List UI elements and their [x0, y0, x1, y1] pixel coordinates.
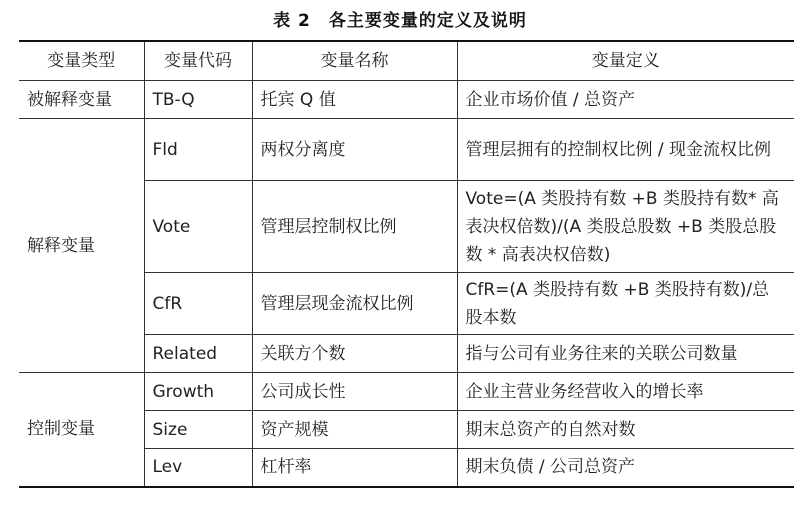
- header-variable-code: 变量代码: [144, 41, 252, 81]
- variable-name-cell: 两权分离度: [252, 119, 457, 181]
- variable-definition-cell: 指与公司有业务往来的关联公司数量: [457, 335, 794, 373]
- header-variable-definition: 变量定义: [457, 41, 794, 81]
- variable-code-cell: Lev: [144, 449, 252, 487]
- variable-name-cell: 管理层现金流权比例: [252, 273, 457, 335]
- variable-definition-cell: 期末负债 / 公司总资产: [457, 449, 794, 487]
- variable-definition-cell: 管理层拥有的控制权比例 / 现金流权比例: [457, 119, 794, 181]
- variable-code-cell: Size: [144, 411, 252, 449]
- table-row: [19, 373, 794, 411]
- variable-code-cell: Vote: [144, 181, 252, 273]
- variable-name-cell: 托宾 Q 值: [252, 81, 457, 119]
- table-header-row: [19, 41, 794, 81]
- variable-code-cell: CfR: [144, 273, 252, 335]
- variable-name-cell: 公司成长性: [252, 373, 457, 411]
- header-variable-type: 变量类型: [19, 41, 144, 81]
- variable-name-cell: 管理层控制权比例: [252, 181, 457, 273]
- variable-name-cell: 杠杆率: [252, 449, 457, 487]
- variable-definition-cell: 企业主营业务经营收入的增长率: [457, 373, 794, 411]
- variable-definition-cell: Vote=(A 类股持有数 +B 类股持有数* 高表决权倍数)/(A 类股总股数 +B 类股总股数 * 高表决权倍数): [457, 181, 794, 273]
- variable-type-cell: 控制变量: [19, 373, 144, 487]
- variable-code-cell: Related: [144, 335, 252, 373]
- variable-name-cell: 关联方个数: [252, 335, 457, 373]
- table-row: [19, 81, 794, 119]
- table-row: [19, 119, 794, 181]
- variable-code-cell: TB-Q: [144, 81, 252, 119]
- variable-definition-table: [19, 40, 794, 488]
- variable-type-cell: 被解释变量: [19, 81, 144, 119]
- variable-definition-cell: 期末总资产的自然对数: [457, 411, 794, 449]
- variable-type-cell: 解释变量: [19, 119, 144, 373]
- variable-code-cell: Fld: [144, 119, 252, 181]
- header-variable-name: 变量名称: [252, 41, 457, 81]
- table-title: 表 2 各主要变量的定义及说明: [273, 11, 527, 31]
- variable-name-cell: 资产规模: [252, 411, 457, 449]
- variable-definition-cell: 企业市场价值 / 总资产: [457, 81, 794, 119]
- variable-definition-cell: CfR=(A 类股持有数 +B 类股持有数)/总股本数: [457, 273, 794, 335]
- variable-code-cell: Growth: [144, 373, 252, 411]
